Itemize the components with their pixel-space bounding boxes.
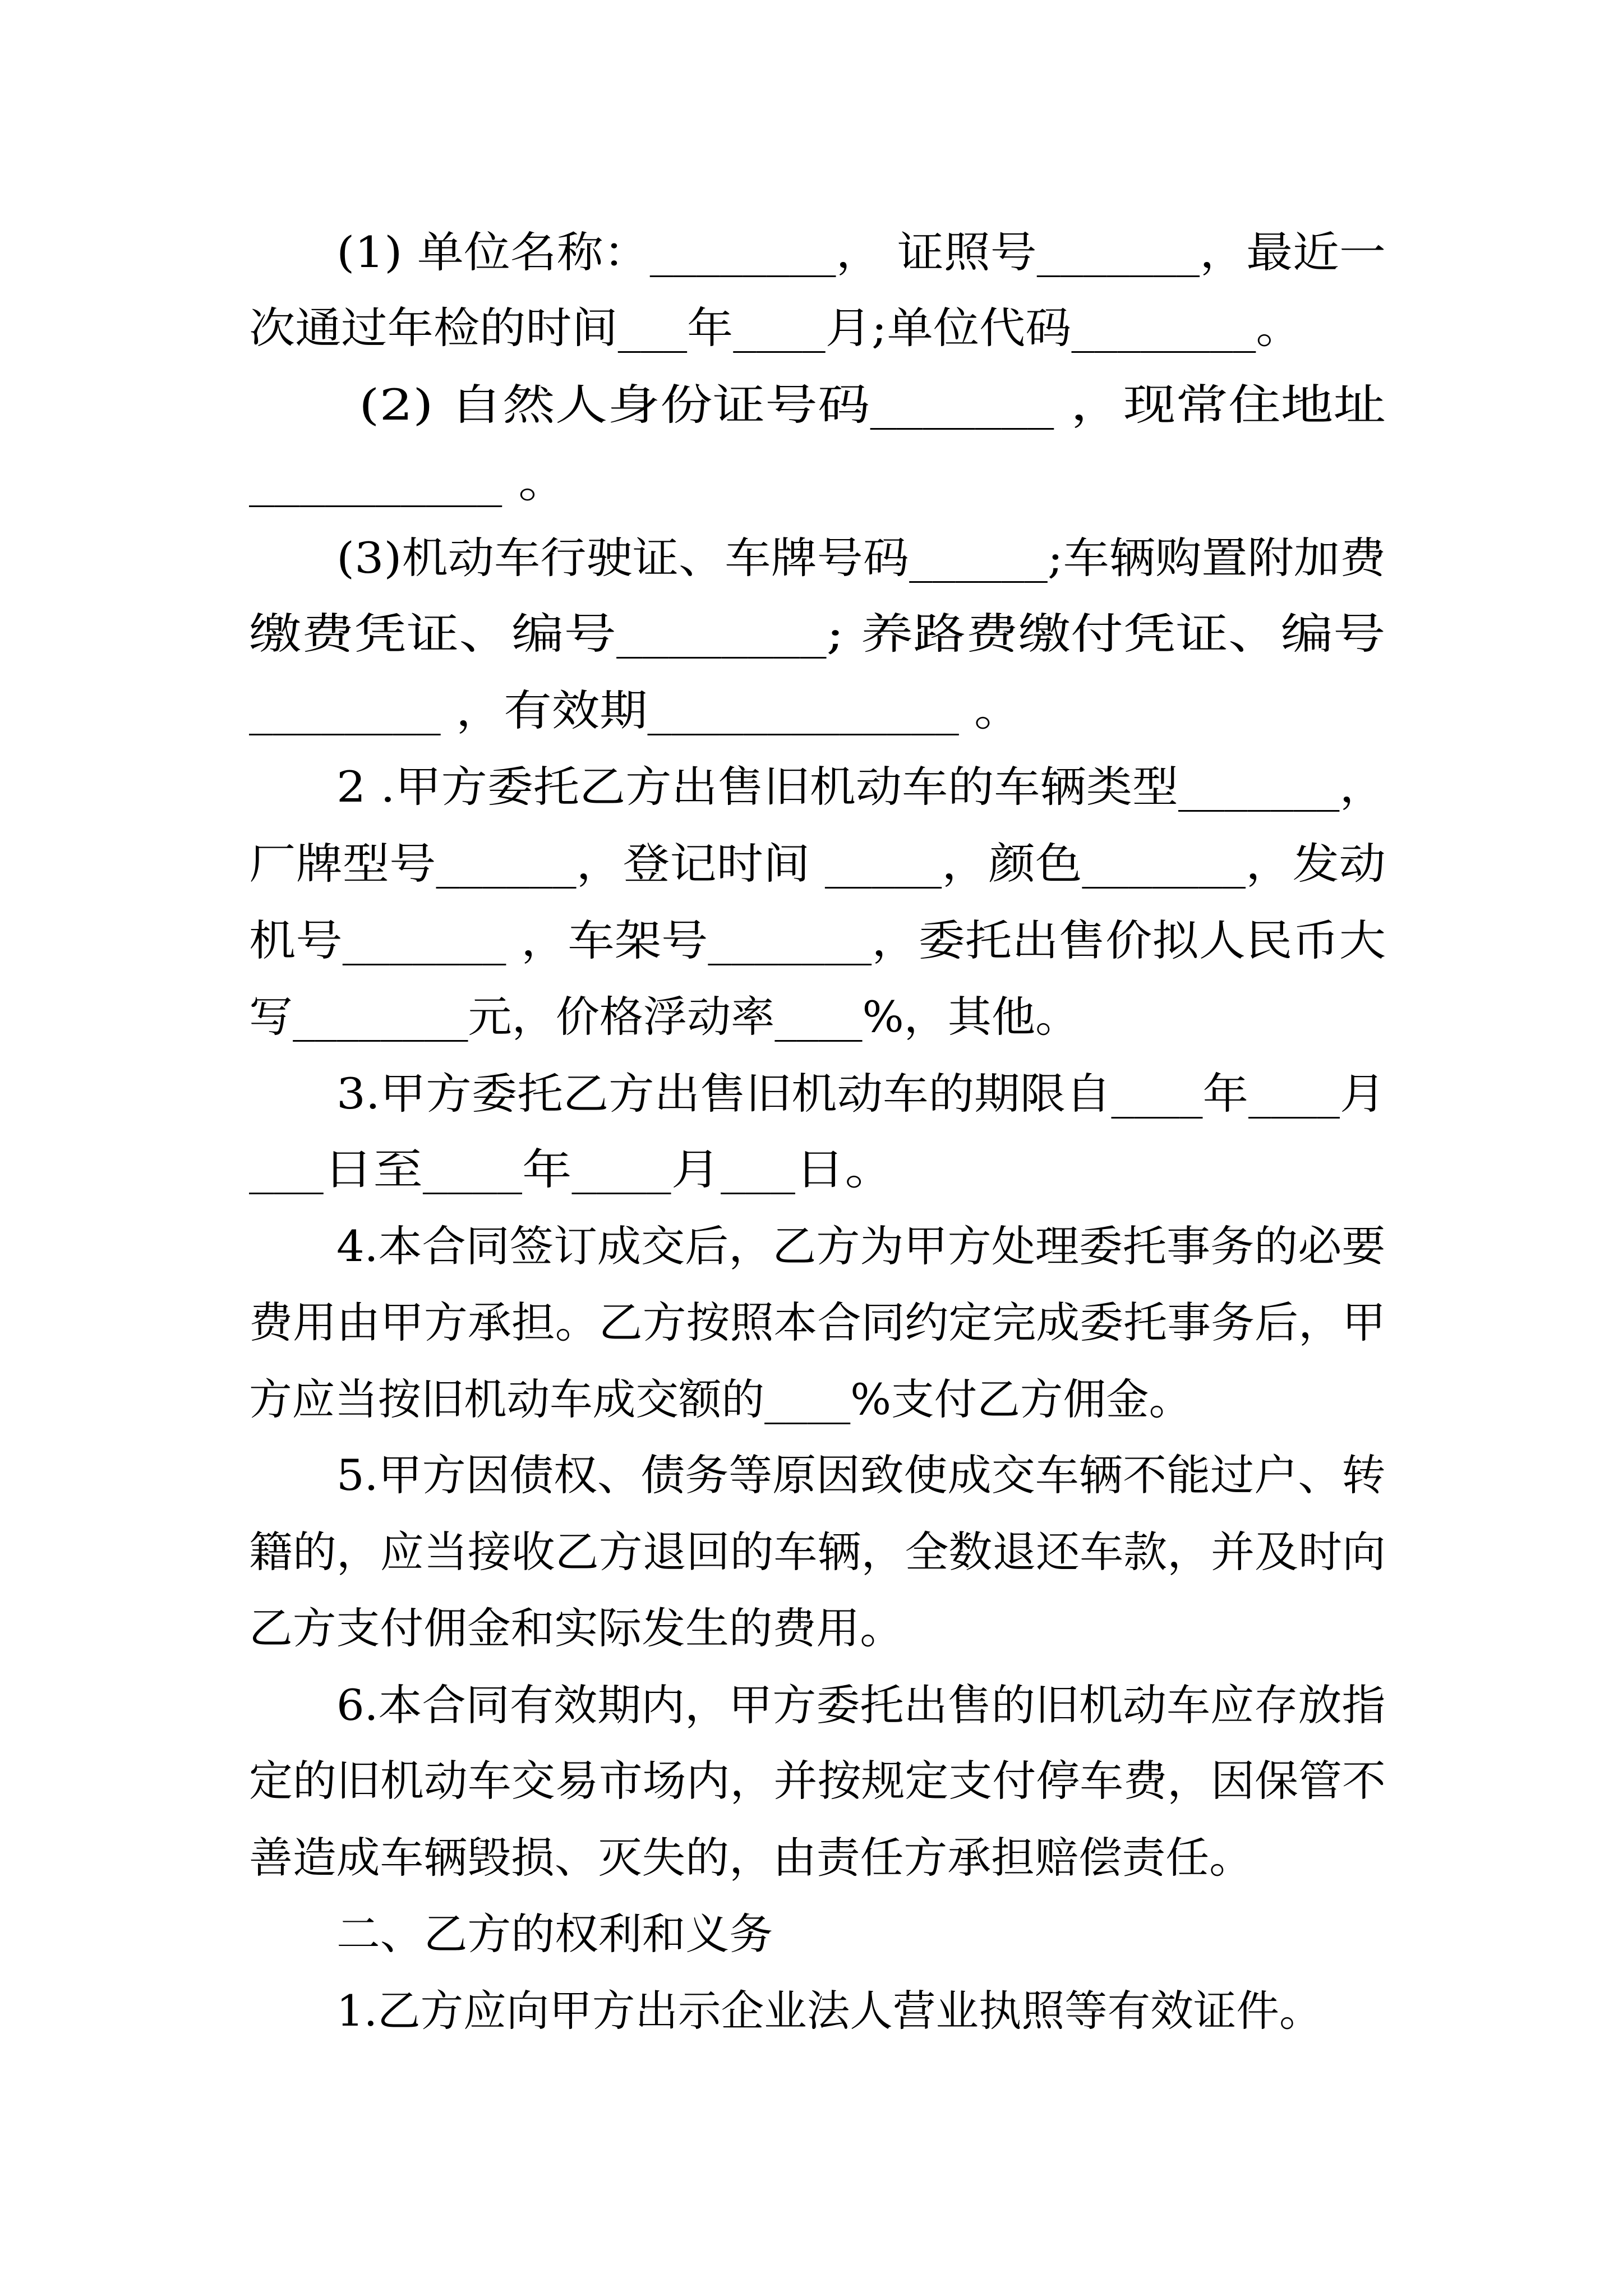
text-line: ________ ，有效期_____________ 。 <box>249 685 1022 735</box>
text-line: 2 .甲方委托乙方出售旧机动车的车辆类型_______， <box>336 762 1386 812</box>
text-line: 3.甲方委托乙方出售旧机动车的期限自____年____月 <box>336 1069 1386 1119</box>
section-heading: 二、乙方的权利和义务 <box>336 1909 773 1959</box>
text-line: 4.本合同签订成交后，乙方为甲方处理委托事务的必要 <box>336 1221 1386 1271</box>
text-line: 方应当按旧机动车成交额的____%支付乙方佣金。 <box>249 1374 1192 1424</box>
text-line: 写________元，价格浮动率____%，其他。 <box>249 992 1080 1042</box>
text-line: 机号_______ ，车架号_______，委托出售价拟人民币大 <box>249 915 1386 965</box>
text-line: 定的旧机动车交易市场内，并按规定支付停车费，因保管不 <box>249 1756 1386 1806</box>
text-line: __________ 。 <box>249 457 569 507</box>
text-line: 6.本合同有效期内，甲方委托出售的旧机动车应存放指 <box>336 1680 1386 1730</box>
text-line: 乙方支付佣金和实际发生的费用。 <box>249 1603 903 1653</box>
text-line: 费用由甲方承担。乙方按照本合同约定完成委托事务后，甲 <box>249 1297 1386 1347</box>
text-line: (2) 自然人身份证号码_______ ，现常住地址 <box>359 380 1386 430</box>
text-line: 5.甲方因债权、债务等原因致使成交车辆不能过户、转 <box>336 1450 1386 1500</box>
text-line: 善造成车辆毁损、灭失的，由责任方承担赔偿责任。 <box>249 1833 1253 1883</box>
text-line: (1) 单位名称：________， 证照号_______，最近一 <box>336 227 1386 277</box>
text-line: 次通过年检的时间___年____月;单位代码________。 <box>249 303 1302 353</box>
text-line: 缴费凭证、编号________; 养路费缴付凭证、编号 <box>249 609 1386 659</box>
text-line: 籍的，应当接收乙方退回的车辆，全数退还车款，并及时向 <box>249 1527 1386 1577</box>
text-line: ___日至____年____月___日。 <box>249 1144 895 1194</box>
text-line: (3)机动车行驶证、车牌号码______;车辆购置附加费 <box>336 533 1386 583</box>
text-line: 1.乙方应向甲方出示企业法人营业执照等有效证件。 <box>336 1986 1322 2036</box>
text-line: 厂牌型号______，登记时间 _____，颜色_______，发动 <box>249 839 1386 889</box>
